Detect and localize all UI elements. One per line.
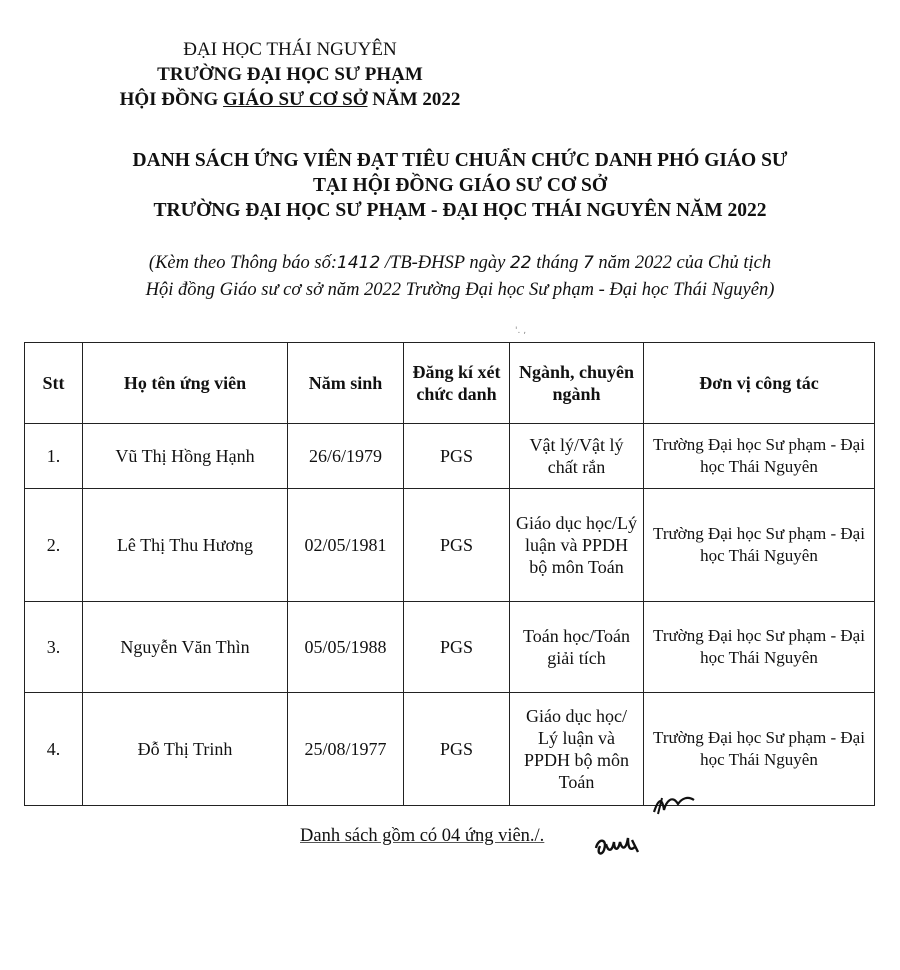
table-row	[25, 489, 875, 602]
cell-stt: 2.	[25, 489, 83, 602]
school-name: TRƯỜNG ĐẠI HỌC SƯ PHẠM	[157, 64, 423, 85]
footer-summary	[300, 826, 544, 847]
cell-name: Đỗ Thị Trinh	[83, 693, 288, 806]
table-row	[25, 602, 875, 693]
cell-name: Vũ Thị Hồng Hạnh	[83, 424, 288, 489]
cell-unit: Trường Đại học Sư phạm - Đại học Thái Nguyên	[644, 489, 875, 602]
cell-unit: Trường Đại học Sư phạm - Đại học Thái Nguyên	[644, 424, 875, 489]
cell-field: Giáo dục học/ Lý luận và PPDH bộ môn Toán	[510, 693, 644, 806]
reference-note-line-2: Hội đồng Giáo sư cơ sở năm 2022 Trường Đại học Sư phạm - Đại học Thái Nguyên)	[145, 280, 775, 300]
council-name: HỘI ĐỒNG GIÁO SƯ CƠ SỞ NĂM 2022	[119, 89, 461, 110]
cell-field: Giáo dục học/Lý luận và PPDH bộ môn Toán	[510, 489, 644, 602]
cell-name: Lê Thị Thu Hương	[83, 489, 288, 602]
reference-note	[20, 250, 900, 304]
candidate-count-text: Danh sách gồm có 04 ứng viên./.	[300, 826, 545, 846]
cell-birth: 02/05/1981	[288, 489, 404, 602]
cell-title: PGS	[404, 424, 510, 489]
title-line-3: TRƯỜNG ĐẠI HỌC SƯ PHẠM - ĐẠI HỌC THÁI NGUYÊN NĂM 2022	[153, 200, 767, 221]
handwritten-number: 1412	[337, 253, 381, 273]
cell-title: PGS	[404, 693, 510, 806]
handwritten-month: 7	[582, 253, 594, 273]
cell-unit: Trường Đại học Sư phạm - Đại học Thái Nguyên	[644, 602, 875, 693]
cell-field: Vật lý/Vật lý chất rắn	[510, 424, 644, 489]
cell-birth: 05/05/1988	[288, 602, 404, 693]
header-name: Họ tên ứng viên	[83, 343, 288, 424]
initial-signature	[648, 790, 698, 818]
header-stt: Stt	[25, 343, 83, 424]
cell-birth: 26/6/1979	[288, 424, 404, 489]
cell-title: PGS	[404, 602, 510, 693]
handwritten-day: 22	[509, 253, 532, 273]
cell-stt: 1.	[25, 424, 83, 489]
title-line-2: TẠI HỘI ĐỒNG GIÁO SƯ CƠ SỞ	[313, 175, 607, 196]
cell-birth: 25/08/1977	[288, 693, 404, 806]
cell-title: PGS	[404, 489, 510, 602]
stray-mark: '. ,	[515, 326, 527, 336]
candidate-table	[24, 342, 875, 806]
title-line-1: DANH SÁCH ỨNG VIÊN ĐẠT TIÊU CHUẨN CHỨC DANH PHÓ GIÁO SƯ	[132, 150, 788, 171]
header-birth: Năm sinh	[288, 343, 404, 424]
cell-field: Toán học/Toán giải tích	[510, 602, 644, 693]
university-name: ĐẠI HỌC THÁI NGUYÊN	[183, 39, 397, 60]
cell-stt: 4.	[25, 693, 83, 806]
cell-name: Nguyễn Văn Thìn	[83, 602, 288, 693]
header-unit: Đơn vị công tác	[644, 343, 875, 424]
institution-header	[70, 38, 510, 112]
signature-mark	[592, 830, 648, 860]
table-header-row	[25, 343, 875, 424]
table-row	[25, 693, 875, 806]
cell-unit: Trường Đại học Sư phạm - Đại học Thái Nguyên	[644, 693, 875, 806]
reference-note-line-1: (Kèm theo Thông báo số:1412 /TB-ĐHSP ngày 22 tháng 7 năm 2022 của Chủ tịch	[148, 253, 772, 273]
document-title	[20, 148, 900, 223]
table-row	[25, 424, 875, 489]
council-name-underlined: GIÁO SƯ CƠ SỞ	[223, 89, 368, 110]
header-title: Đăng kí xét chức danh	[404, 343, 510, 424]
header-field: Ngành, chuyên ngành	[510, 343, 644, 424]
cell-stt: 3.	[25, 602, 83, 693]
